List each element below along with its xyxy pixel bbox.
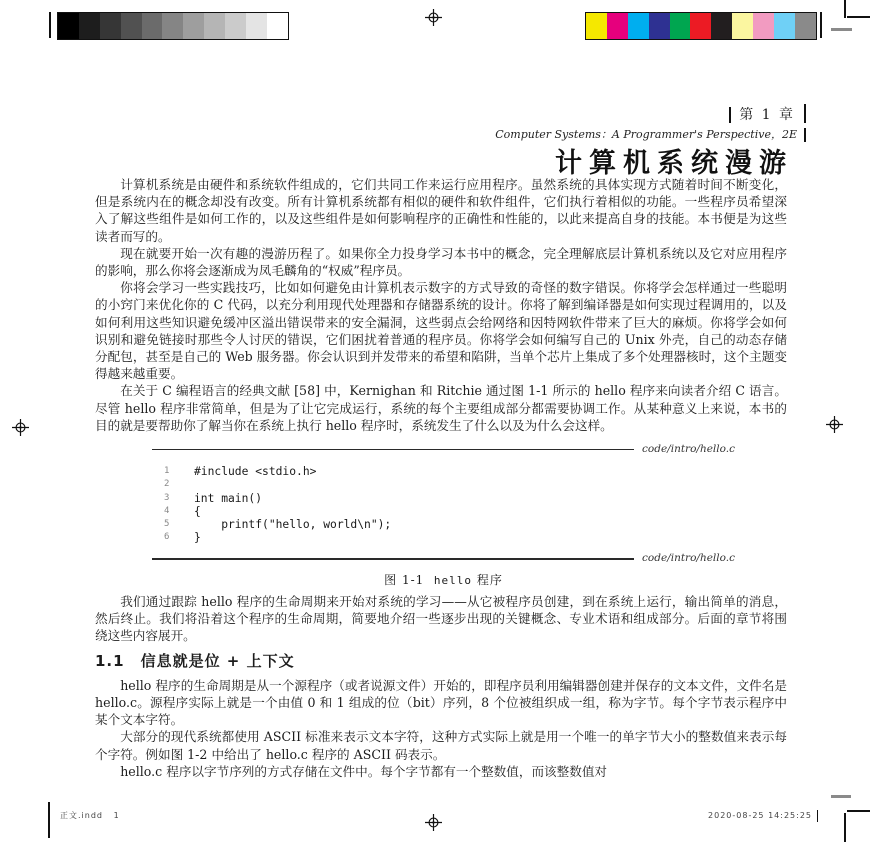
page-header (495, 104, 806, 179)
crop-mark (847, 810, 870, 812)
footer-datetime: 2020-08-25 14:25:25 (708, 810, 818, 822)
code-file-label: code/intro/hello.c (642, 552, 735, 565)
color-swatch (100, 13, 121, 39)
crop-mark (831, 28, 852, 31)
color-swatch (225, 13, 246, 39)
registration-mark-icon (425, 9, 442, 26)
book-title-english: Computer Systems：A Programmer's Perspective，2E (495, 128, 806, 142)
paragraph: 计算机系统是由硬件和系统软件组成的，它们共同工作来运行应用程序。虽然系统的具体实现方式随着时间不断变化，但是系统内在的概念却没有改变。所有计算机系统都有相似的硬件和软件组件，它们执行着相似的功能。一些程序员希望深入了解这些组件是如何工作的，以及这些组件是如何影响程序的正确性和性能的，以此来提高自身的技能。本书便是为这些读者而写的。 (95, 177, 787, 244)
crop-mark (847, 16, 870, 18)
color-swatch (649, 13, 670, 39)
color-swatch (607, 13, 628, 39)
page-body (95, 176, 787, 780)
paragraph: 大部分的现代系统都使用 ASCII 标准来表示文本字符，这种方式实际上就是用一个唯一的单字节大小的整数值来表示每个字符。例如图 1-2 中给出了 hello.c 程序的 ASCII 码表示。 (95, 729, 787, 762)
code-line (164, 478, 735, 491)
color-swatch (204, 13, 225, 39)
code-figure (152, 441, 735, 589)
color-swatch (711, 13, 732, 39)
code-listing (152, 458, 735, 550)
registration-mark-icon (826, 416, 843, 433)
code-text: printf("hello, world\n"); (194, 518, 392, 532)
figure-caption-text: 程序 (476, 572, 503, 587)
color-swatch (162, 13, 183, 39)
registration-mark-icon (12, 419, 29, 436)
chapter-label: 第 1 章 (729, 107, 797, 123)
figure-caption-code: hello (433, 573, 473, 587)
registration-mark-icon (425, 814, 442, 831)
color-swatch (58, 13, 79, 39)
code-text: #include <stdio.h> (194, 465, 317, 479)
color-swatch (628, 13, 649, 39)
color-swatch (774, 13, 795, 39)
paragraph: 你将会学习一些实践技巧，比如如何避免由计算机表示数字的方式导致的奇怪的数字错误。你将学会怎样通过一些聪明的小窍门来优化你的 C 代码，以充分利用现代处理器和存储器系统的设计。你将了解到编译器是如何实现过程调用的，以及如何利用这些知识避免缓冲区溢出错误带来的安全漏洞，这些弱点会给网络和因特网软件带来了巨大的麻烦。你将学会如何识别和避免链接时那些令人讨厌的错误，它们困扰着普通的程序员。你将学会如何编写自己的 Unix 外壳，自己的动态存储分配包，甚至是自己的 Web 服务器。你会认识到并发带来的希望和陷阱，当单个芯片上集成了多个处理器核时，这个主题变得越来越重要。 (95, 280, 787, 382)
color-swatch (267, 13, 288, 39)
crop-mark (844, 813, 846, 842)
crop-mark (844, 0, 846, 18)
line-number: 2 (164, 479, 170, 490)
color-swatch (79, 13, 100, 39)
code-rule-top (152, 441, 735, 458)
color-swatch (586, 13, 607, 39)
crop-tick-top-right (820, 12, 822, 38)
chapter-bar (729, 104, 806, 123)
figure-caption (152, 572, 735, 589)
code-line (164, 492, 735, 505)
footer-file-name: 正文.indd (60, 811, 103, 820)
crop-tick-bottom-left (48, 802, 50, 838)
crop-tick-top-left (49, 12, 51, 38)
color-swatch (732, 13, 753, 39)
color-swatch (246, 13, 267, 39)
line-number: 6 (164, 532, 170, 543)
paragraph: 我们通过跟踪 hello 程序的生命周期来开始对系统的学习——从它被程序员创建，到在系统上运行，输出简单的消息，然后终止。我们将沿着这个程序的生命周期，简要地介绍一些逐步出现的关键概念、专业术语和组成部分。后面的章节将围绕这些内容展开。 (95, 593, 787, 644)
color-swatch (142, 13, 163, 39)
code-text: { (194, 504, 201, 518)
code-text: int main() (194, 491, 263, 505)
footer-page-number: 1 (113, 811, 120, 820)
grayscale-calibration-bar (57, 12, 289, 40)
crop-mark (831, 795, 851, 798)
color-swatch (795, 13, 816, 39)
paragraph: hello.c 程序以字节序列的方式存储在文件中。每个字节都有一个整数值，而该整数值对 (120, 763, 608, 779)
paragraph: 在关于 C 编程语言的经典文献 [58] 中，Kernighan 和 Ritchie 通过图 1-1 所示的 hello 程序来向读者介绍 C 语言。尽管 hello 程序非常简单，但是为了让它完成运行，系统的每个主要组成部分都需要协调工作。从某种意义上来说，本书的目的就是要帮助你了解当你在系统上执行 hello 程序时，系统发生了什么以及为什么会这样。 (95, 383, 787, 433)
paragraph: hello 程序的生命周期是从一个源程序（或者说源文件）开始的，即程序员利用编辑器创建并保存的文本文件，文件名是 hello.c。源程序实际上就是一个由值 0 和 1 组成的位（bit）序列，8 个位被组织成一组，称为字节。每个字节表示程序中某个文本字符。 (95, 677, 787, 728)
color-swatch (670, 13, 691, 39)
footer-file-slug (60, 810, 120, 821)
code-rule-bottom (152, 550, 735, 567)
paragraph: 现在就要开始一次有趣的漫游历程了。如果你全力投身学习本书中的概念，完全理解底层计算机系统以及它对应用程序的影响，那么你将会逐渐成为凤毛麟角的“权威”程序员。 (95, 245, 787, 279)
code-line (164, 465, 735, 478)
color-swatch (690, 13, 711, 39)
code-line (164, 531, 735, 544)
code-text: } (194, 531, 201, 545)
rule-line (152, 558, 634, 560)
line-number: 3 (164, 492, 170, 503)
rule-line (152, 449, 634, 451)
code-file-label: code/intro/hello.c (642, 443, 735, 456)
chapter-title: 计算机系统漫游 (555, 148, 793, 179)
color-swatch (183, 13, 204, 39)
code-line (164, 505, 735, 518)
line-number: 1 (164, 466, 170, 477)
section-heading: 1.1 信息就是位 + 上下文 (95, 652, 295, 671)
figure-caption-number: 图 1-1 (384, 572, 425, 587)
color-calibration-bar (585, 12, 817, 40)
line-number: 5 (164, 519, 170, 530)
line-number: 4 (164, 505, 170, 516)
code-line (164, 518, 735, 531)
color-swatch (121, 13, 142, 39)
color-swatch (753, 13, 774, 39)
